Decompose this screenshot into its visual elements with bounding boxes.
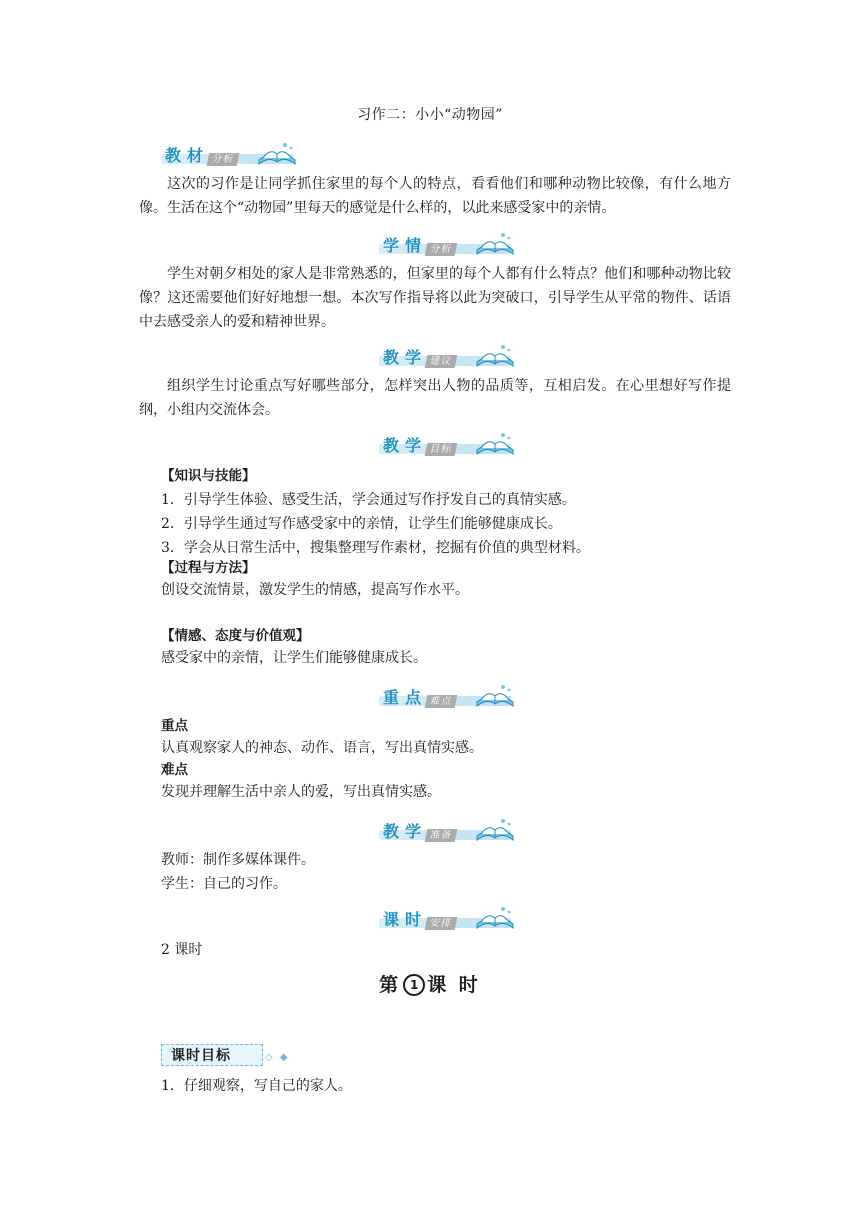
key-heading: 重点 (161, 718, 188, 734)
banner-subtag: 建议 (425, 355, 458, 368)
banner-char: 学 (405, 436, 422, 455)
open-book-icon (473, 904, 517, 932)
banner-char: 材 (187, 146, 204, 165)
textbook-analysis-paragraph: 这次的习作是让同学抓住家里的每个人的特点，看看他们和哪种动物比较像，有什么地方像。生活在这个“动物园”里每天的感觉是什么样的，以此来感受家中的亲情。 (139, 176, 731, 216)
banner-char: 时 (405, 910, 422, 929)
difficult-text: 发现并理解生活中亲人的爱，写出真情实感。 (161, 784, 441, 800)
banner-char: 重 (383, 688, 400, 707)
banner-char: 课 (383, 910, 400, 929)
lesson-goal-item: 1．仔细观察，写自己的家人。 (161, 1078, 352, 1094)
banner-char: 教 (383, 436, 400, 455)
process-heading: 【过程与方法】 (161, 560, 256, 576)
banner-subtag: 准备 (425, 829, 458, 842)
emotion-text: 感受家中的亲情，让学生们能够健康成长。 (161, 650, 427, 666)
emotion-heading: 【情感、态度与价值观】 (161, 628, 310, 644)
process-text: 创设交流情景，激发学生的情感，提高写作水平。 (161, 582, 469, 598)
lesson-number-circle: 1 (403, 974, 425, 996)
section-banner-schedule (379, 906, 517, 932)
knowledge-heading: 【知识与技能】 (161, 468, 256, 484)
banner-subtag: 分析 (207, 153, 240, 166)
banner-char: 学 (383, 236, 400, 255)
teaching-advice-paragraph: 组织学生讨论重点写好哪些部分，怎样突出人物的品质等，互相启发。在心里想好写作提纲，小组内交流体会。 (139, 378, 731, 418)
list-item: 1．引导学生体验、感受生活，学会通过写作抒发自己的真情实感。 (161, 492, 576, 508)
banner-subtag: 难点 (425, 695, 458, 708)
open-book-icon (473, 816, 517, 844)
schedule-text: 2 课时 (161, 942, 203, 958)
banner-char: 教 (383, 822, 400, 841)
prep-teacher: 教师：制作多媒体课件。 (161, 852, 315, 868)
banner-subtag: 目标 (425, 443, 458, 456)
section-banner-prep (379, 818, 517, 844)
section-banner-key-points (379, 684, 517, 710)
lesson-prefix: 第 (379, 974, 402, 996)
key-text: 认真观察家人的神态、动作、语言，写出真情实感。 (161, 740, 483, 756)
banner-subtag: 安排 (425, 917, 458, 930)
list-item: 3．学会从日常生活中，搜集整理写作素材，挖掘有价值的典型材料。 (161, 540, 590, 556)
section-banner-goals (379, 432, 517, 458)
sparkle-icon: ◇ ◆ (265, 1052, 290, 1063)
banner-subtag: 分析 (425, 243, 458, 256)
open-book-icon (473, 682, 517, 710)
banner-char: 学 (405, 822, 422, 841)
prep-student: 学生：自己的习作。 (161, 876, 287, 892)
lesson-goal-tag-text: 课时目标 (171, 1048, 231, 1064)
banner-char: 学 (405, 348, 422, 367)
banner-char: 点 (405, 688, 422, 707)
lesson-heading (0, 970, 860, 997)
list-item: 2．引导学生通过写作感受家中的亲情，让学生们能够健康成长。 (161, 516, 562, 532)
student-analysis-paragraph: 学生对朝夕相处的家人是非常熟悉的，但家里的每个人都有什么特点？他们和哪种动物比较像？这还需要他们好好地想一想。本次写作指导将以此为突破口，引导学生从平常的物件、话语中去感受亲人的爱和精神世界。 (139, 266, 731, 330)
section-banner-advice (379, 344, 517, 370)
banner-char: 情 (405, 236, 422, 255)
section-banner-students (379, 232, 517, 258)
lesson-goal-tag (161, 1044, 291, 1068)
difficult-heading: 难点 (161, 762, 188, 778)
lesson-suffix: 课 时 (427, 974, 481, 996)
open-book-icon (473, 430, 517, 458)
section-banner-textbook (161, 142, 299, 168)
banner-char: 教 (165, 146, 182, 165)
page-title: 习作二：小小“动物园” (357, 107, 503, 123)
open-book-icon (473, 230, 517, 258)
open-book-icon (255, 140, 299, 168)
banner-char: 教 (383, 348, 400, 367)
open-book-icon (473, 342, 517, 370)
